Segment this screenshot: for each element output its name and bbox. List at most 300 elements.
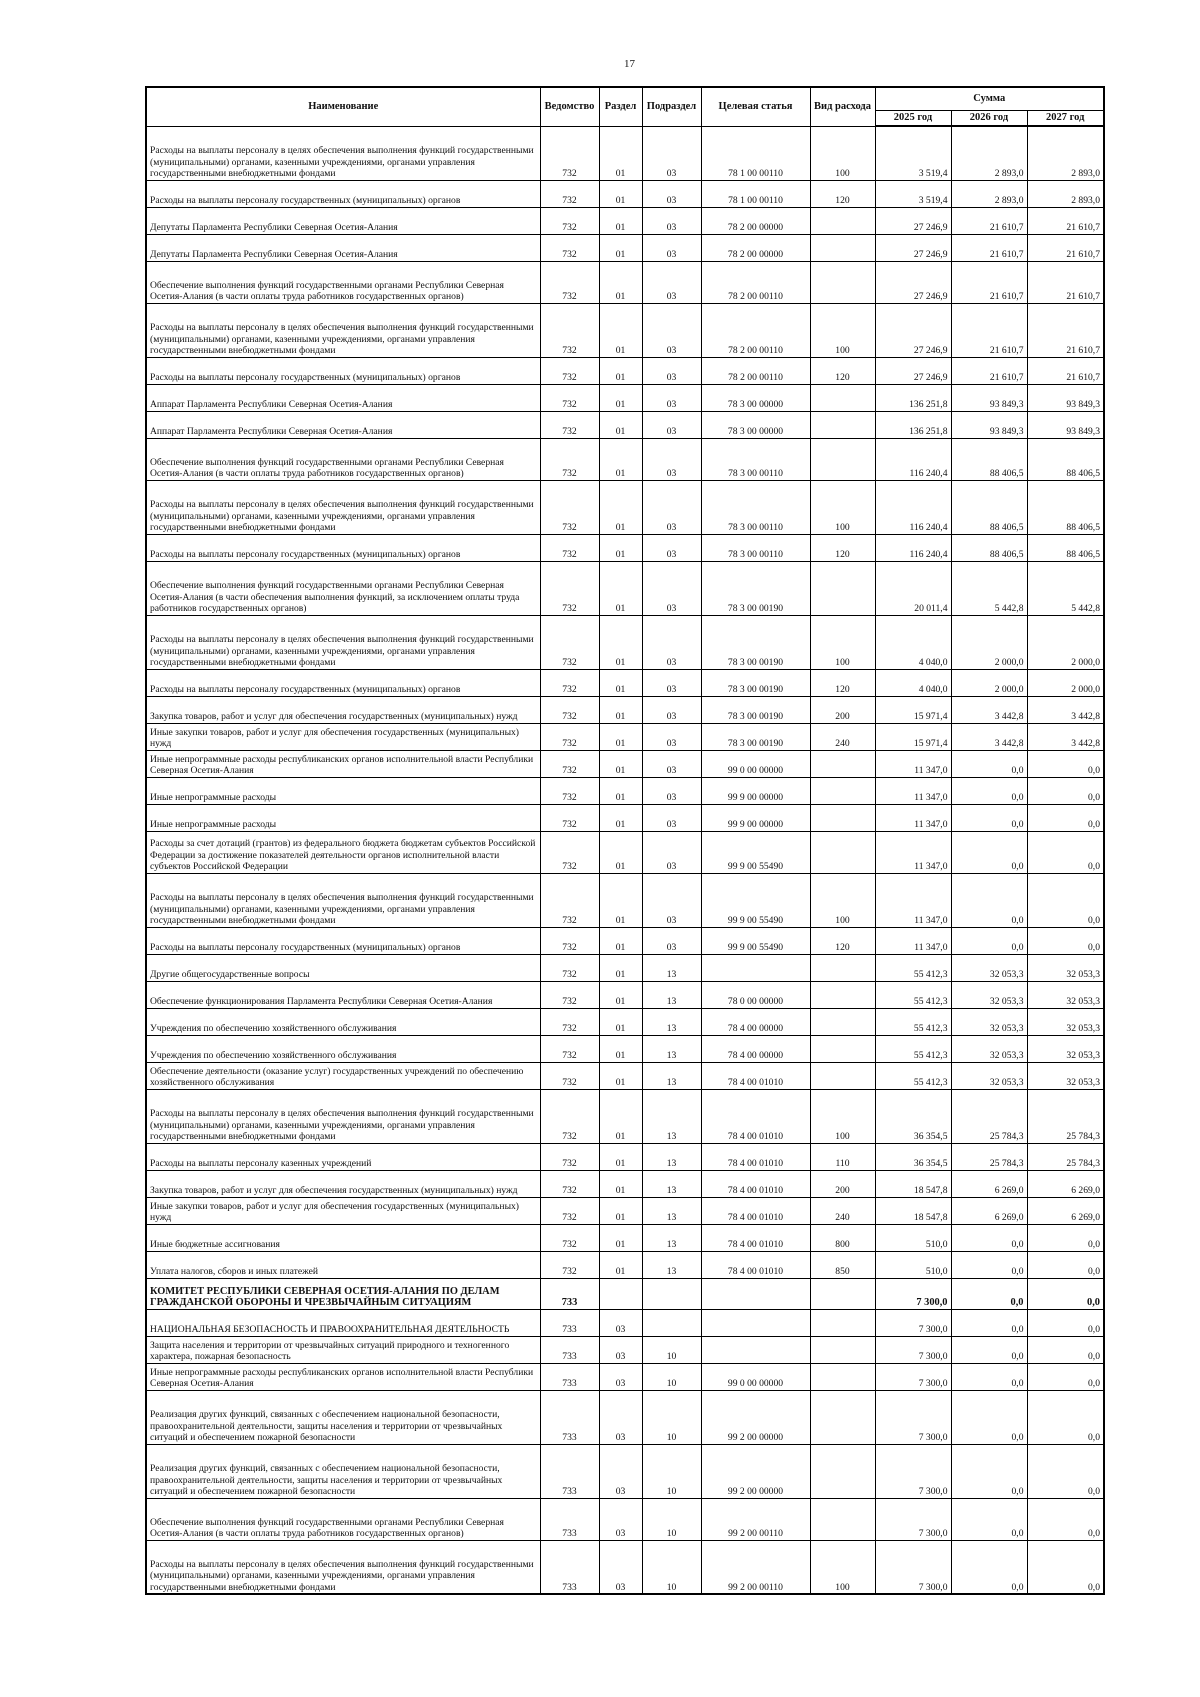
row-name: НАЦИОНАЛЬНАЯ БЕЗОПАСНОСТЬ И ПРАВООХРАНИТЕЛЬНАЯ ДЕЯТЕЛЬНОСТЬ bbox=[146, 1309, 540, 1336]
row-subsection: 13 bbox=[642, 1197, 701, 1224]
row-type: 120 bbox=[810, 534, 875, 561]
row-sum-2025: 7 300,0 bbox=[875, 1540, 951, 1594]
row-section: 01 bbox=[599, 669, 642, 696]
row-dept: 733 bbox=[540, 1336, 599, 1363]
row-sum-2025: 55 412,3 bbox=[875, 954, 951, 981]
table-row bbox=[146, 357, 1104, 384]
row-sum-2025: 136 251,8 bbox=[875, 384, 951, 411]
row-subsection: 13 bbox=[642, 1062, 701, 1089]
table-row bbox=[146, 261, 1104, 303]
row-sum-2025: 7 300,0 bbox=[875, 1444, 951, 1498]
row-target: 78 2 00 00110 bbox=[701, 261, 810, 303]
row-sum-2026: 0,0 bbox=[951, 1540, 1027, 1594]
row-name: Иные закупки товаров, работ и услуг для обеспечения государственных (муниципальных) нужд bbox=[146, 1197, 540, 1224]
row-subsection: 03 bbox=[642, 927, 701, 954]
row-sum-2027: 0,0 bbox=[1027, 1444, 1104, 1498]
row-sum-2027: 0,0 bbox=[1027, 1498, 1104, 1540]
table-row bbox=[146, 126, 1104, 180]
row-target: 78 4 00 01010 bbox=[701, 1143, 810, 1170]
table-row bbox=[146, 669, 1104, 696]
row-type bbox=[810, 750, 875, 777]
row-section: 03 bbox=[599, 1336, 642, 1363]
row-sum-2027: 0,0 bbox=[1027, 1363, 1104, 1390]
row-name: Расходы на выплаты персоналу в целях обеспечения выполнения функций государственными (муниципальными) органами, казенными учреждениями, органами управления государственными внебюджетными фондами bbox=[146, 480, 540, 534]
row-section: 03 bbox=[599, 1444, 642, 1498]
row-section: 01 bbox=[599, 981, 642, 1008]
row-subsection: 13 bbox=[642, 1170, 701, 1197]
row-sum-2027: 88 406,5 bbox=[1027, 438, 1104, 480]
row-sum-2027: 2 000,0 bbox=[1027, 615, 1104, 669]
row-sum-2026: 0,0 bbox=[951, 831, 1027, 873]
row-dept: 732 bbox=[540, 1197, 599, 1224]
header-target: Целевая статья bbox=[701, 87, 810, 126]
row-target: 99 2 00 00000 bbox=[701, 1390, 810, 1444]
row-target: 78 3 00 00000 bbox=[701, 411, 810, 438]
row-name: Депутаты Парламента Республики Северная Осетия-Алания bbox=[146, 207, 540, 234]
table-row bbox=[146, 180, 1104, 207]
row-subsection: 13 bbox=[642, 954, 701, 981]
row-type bbox=[810, 1444, 875, 1498]
table-row bbox=[146, 1390, 1104, 1444]
row-name: Расходы на выплаты персоналу в целях обеспечения выполнения функций государственными (муниципальными) органами, казенными учреждениями, органами управления государственными внебюджетными фондами bbox=[146, 126, 540, 180]
row-name: Расходы на выплаты персоналу в целях обеспечения выполнения функций государственными (муниципальными) органами, казенными учреждениями, органами управления государственными внебюджетными фондами bbox=[146, 873, 540, 927]
row-name: Иные бюджетные ассигнования bbox=[146, 1224, 540, 1251]
row-target: 78 4 00 01010 bbox=[701, 1224, 810, 1251]
row-target: 78 2 00 00110 bbox=[701, 303, 810, 357]
row-sum-2026: 21 610,7 bbox=[951, 303, 1027, 357]
row-sum-2026: 88 406,5 bbox=[951, 534, 1027, 561]
row-sum-2026: 2 000,0 bbox=[951, 615, 1027, 669]
row-name: Обеспечение деятельности (оказание услуг) государственных учреждений по обеспечению хозяйственного обслуживания bbox=[146, 1062, 540, 1089]
row-target: 99 9 00 00000 bbox=[701, 777, 810, 804]
row-sum-2025: 7 300,0 bbox=[875, 1309, 951, 1336]
row-sum-2026: 6 269,0 bbox=[951, 1170, 1027, 1197]
row-sum-2027: 6 269,0 bbox=[1027, 1170, 1104, 1197]
table-row bbox=[146, 1143, 1104, 1170]
row-name: Учреждения по обеспечению хозяйственного обслуживания bbox=[146, 1035, 540, 1062]
row-subsection: 03 bbox=[642, 750, 701, 777]
row-section: 01 bbox=[599, 723, 642, 750]
row-sum-2026: 6 269,0 bbox=[951, 1197, 1027, 1224]
row-type: 850 bbox=[810, 1251, 875, 1278]
row-sum-2027: 2 893,0 bbox=[1027, 126, 1104, 180]
row-sum-2025: 55 412,3 bbox=[875, 981, 951, 1008]
row-dept: 732 bbox=[540, 126, 599, 180]
table-row bbox=[146, 981, 1104, 1008]
row-sum-2026: 0,0 bbox=[951, 1498, 1027, 1540]
row-target: 78 3 00 00190 bbox=[701, 696, 810, 723]
row-dept: 733 bbox=[540, 1363, 599, 1390]
row-sum-2027: 3 442,8 bbox=[1027, 696, 1104, 723]
row-sum-2025: 116 240,4 bbox=[875, 438, 951, 480]
row-dept: 732 bbox=[540, 207, 599, 234]
row-sum-2027: 25 784,3 bbox=[1027, 1089, 1104, 1143]
row-subsection: 03 bbox=[642, 873, 701, 927]
row-target: 78 3 00 00110 bbox=[701, 534, 810, 561]
row-dept: 732 bbox=[540, 750, 599, 777]
row-target bbox=[701, 954, 810, 981]
table-row bbox=[146, 1251, 1104, 1278]
row-section: 01 bbox=[599, 411, 642, 438]
row-dept: 732 bbox=[540, 534, 599, 561]
row-sum-2025: 27 246,9 bbox=[875, 357, 951, 384]
row-section: 03 bbox=[599, 1309, 642, 1336]
row-dept: 732 bbox=[540, 261, 599, 303]
row-subsection: 03 bbox=[642, 126, 701, 180]
row-sum-2025: 510,0 bbox=[875, 1224, 951, 1251]
table-row bbox=[146, 1170, 1104, 1197]
row-sum-2026: 88 406,5 bbox=[951, 480, 1027, 534]
row-section: 01 bbox=[599, 1224, 642, 1251]
row-sum-2025: 3 519,4 bbox=[875, 180, 951, 207]
row-type bbox=[810, 1498, 875, 1540]
row-name: Закупка товаров, работ и услуг для обеспечения государственных (муниципальных) нужд bbox=[146, 1170, 540, 1197]
table-row bbox=[146, 303, 1104, 357]
row-target: 99 2 00 00110 bbox=[701, 1498, 810, 1540]
row-section: 01 bbox=[599, 207, 642, 234]
row-sum-2026: 0,0 bbox=[951, 1278, 1027, 1309]
row-sum-2027: 6 269,0 bbox=[1027, 1197, 1104, 1224]
row-sum-2025: 36 354,5 bbox=[875, 1143, 951, 1170]
row-section: 01 bbox=[599, 615, 642, 669]
row-name: КОМИТЕТ РЕСПУБЛИКИ СЕВЕРНАЯ ОСЕТИЯ-АЛАНИЯ ПО ДЕЛАМ ГРАЖДАНСКОЙ ОБОРОНЫ И ЧРЕЗВЫЧАЙНЫМ СИТУАЦИЯМ bbox=[146, 1278, 540, 1309]
row-section: 01 bbox=[599, 777, 642, 804]
row-type bbox=[810, 1390, 875, 1444]
row-sum-2026: 88 406,5 bbox=[951, 438, 1027, 480]
row-name: Реализация других функций, связанных с обеспечением национальной безопасности, правоохранительной деятельности, защиты населения и территории от чрезвычайных ситуаций и обеспечением пожарной безопасности bbox=[146, 1390, 540, 1444]
row-name: Расходы на выплаты персоналу казенных учреждений bbox=[146, 1143, 540, 1170]
row-sum-2027: 32 053,3 bbox=[1027, 1062, 1104, 1089]
table-row bbox=[146, 384, 1104, 411]
row-sum-2026: 32 053,3 bbox=[951, 1008, 1027, 1035]
row-dept: 733 bbox=[540, 1390, 599, 1444]
row-type: 100 bbox=[810, 303, 875, 357]
row-sum-2026: 2 893,0 bbox=[951, 180, 1027, 207]
row-sum-2025: 4 040,0 bbox=[875, 669, 951, 696]
row-type: 200 bbox=[810, 1170, 875, 1197]
row-sum-2027: 0,0 bbox=[1027, 1336, 1104, 1363]
row-subsection: 10 bbox=[642, 1363, 701, 1390]
row-section: 01 bbox=[599, 534, 642, 561]
row-dept: 732 bbox=[540, 411, 599, 438]
row-dept: 732 bbox=[540, 438, 599, 480]
table-header bbox=[146, 87, 1104, 126]
row-sum-2025: 11 347,0 bbox=[875, 777, 951, 804]
row-dept: 732 bbox=[540, 1224, 599, 1251]
table-row bbox=[146, 1498, 1104, 1540]
row-subsection: 03 bbox=[642, 180, 701, 207]
row-subsection: 03 bbox=[642, 723, 701, 750]
header-2025: 2025 год bbox=[875, 111, 951, 127]
row-sum-2026: 3 442,8 bbox=[951, 696, 1027, 723]
row-sum-2027: 0,0 bbox=[1027, 1278, 1104, 1309]
row-target: 78 4 00 01010 bbox=[701, 1251, 810, 1278]
row-dept: 732 bbox=[540, 981, 599, 1008]
row-type bbox=[810, 831, 875, 873]
row-type: 120 bbox=[810, 357, 875, 384]
row-type bbox=[810, 1035, 875, 1062]
row-sum-2025: 7 300,0 bbox=[875, 1363, 951, 1390]
row-name: Расходы на выплаты персоналу государственных (муниципальных) органов bbox=[146, 180, 540, 207]
row-sum-2025: 55 412,3 bbox=[875, 1008, 951, 1035]
row-target: 78 2 00 00000 bbox=[701, 207, 810, 234]
row-dept: 732 bbox=[540, 696, 599, 723]
row-section: 01 bbox=[599, 1035, 642, 1062]
row-sum-2027: 32 053,3 bbox=[1027, 981, 1104, 1008]
row-dept: 732 bbox=[540, 777, 599, 804]
row-sum-2026: 32 053,3 bbox=[951, 954, 1027, 981]
row-subsection: 13 bbox=[642, 1143, 701, 1170]
row-dept: 732 bbox=[540, 480, 599, 534]
table-row bbox=[146, 696, 1104, 723]
row-target: 99 2 00 00110 bbox=[701, 1540, 810, 1594]
row-subsection: 03 bbox=[642, 615, 701, 669]
row-target: 78 4 00 00000 bbox=[701, 1008, 810, 1035]
row-section: 03 bbox=[599, 1498, 642, 1540]
row-section: 01 bbox=[599, 873, 642, 927]
table-row bbox=[146, 234, 1104, 261]
row-sum-2026: 21 610,7 bbox=[951, 207, 1027, 234]
row-dept: 732 bbox=[540, 615, 599, 669]
row-dept: 732 bbox=[540, 303, 599, 357]
row-section: 01 bbox=[599, 1008, 642, 1035]
table-row bbox=[146, 561, 1104, 615]
row-dept: 732 bbox=[540, 927, 599, 954]
row-sum-2025: 11 347,0 bbox=[875, 750, 951, 777]
row-target: 99 9 00 55490 bbox=[701, 927, 810, 954]
budget-table bbox=[145, 86, 1105, 1595]
row-sum-2026: 0,0 bbox=[951, 927, 1027, 954]
row-dept: 733 bbox=[540, 1278, 599, 1309]
table-row bbox=[146, 723, 1104, 750]
row-name: Иные непрограммные расходы республиканских органов исполнительной власти Республики Северная Осетия-Алания bbox=[146, 750, 540, 777]
row-name: Расходы на выплаты персоналу в целях обеспечения выполнения функций государственными (муниципальными) органами, казенными учреждениями, органами управления государственными внебюджетными фондами bbox=[146, 1089, 540, 1143]
row-sum-2027: 2 893,0 bbox=[1027, 180, 1104, 207]
row-sum-2027: 3 442,8 bbox=[1027, 723, 1104, 750]
row-dept: 732 bbox=[540, 873, 599, 927]
row-section: 01 bbox=[599, 1170, 642, 1197]
row-section: 01 bbox=[599, 927, 642, 954]
row-type: 110 bbox=[810, 1143, 875, 1170]
row-subsection: 13 bbox=[642, 1089, 701, 1143]
row-subsection: 03 bbox=[642, 384, 701, 411]
row-type: 100 bbox=[810, 615, 875, 669]
row-subsection bbox=[642, 1309, 701, 1336]
table-body bbox=[146, 126, 1104, 1594]
row-sum-2025: 18 547,8 bbox=[875, 1170, 951, 1197]
row-target bbox=[701, 1336, 810, 1363]
row-sum-2026: 0,0 bbox=[951, 1390, 1027, 1444]
row-subsection: 03 bbox=[642, 804, 701, 831]
row-target: 99 0 00 00000 bbox=[701, 1363, 810, 1390]
row-sum-2025: 7 300,0 bbox=[875, 1390, 951, 1444]
row-name: Депутаты Парламента Республики Северная Осетия-Алания bbox=[146, 234, 540, 261]
row-section: 01 bbox=[599, 1062, 642, 1089]
row-sum-2025: 136 251,8 bbox=[875, 411, 951, 438]
row-section: 01 bbox=[599, 303, 642, 357]
row-name: Закупка товаров, работ и услуг для обеспечения государственных (муниципальных) нужд bbox=[146, 696, 540, 723]
table-row bbox=[146, 831, 1104, 873]
row-dept: 732 bbox=[540, 1062, 599, 1089]
row-subsection: 13 bbox=[642, 981, 701, 1008]
row-type bbox=[810, 1363, 875, 1390]
row-sum-2026: 0,0 bbox=[951, 873, 1027, 927]
row-sum-2026: 0,0 bbox=[951, 1444, 1027, 1498]
row-dept: 732 bbox=[540, 1035, 599, 1062]
row-section: 01 bbox=[599, 384, 642, 411]
row-target: 99 9 00 55490 bbox=[701, 831, 810, 873]
header-type: Вид расхода bbox=[810, 87, 875, 126]
row-subsection: 03 bbox=[642, 411, 701, 438]
row-sum-2026: 32 053,3 bbox=[951, 1035, 1027, 1062]
row-sum-2025: 55 412,3 bbox=[875, 1062, 951, 1089]
row-sum-2025: 3 519,4 bbox=[875, 126, 951, 180]
row-sum-2025: 11 347,0 bbox=[875, 927, 951, 954]
row-subsection: 10 bbox=[642, 1390, 701, 1444]
row-dept: 733 bbox=[540, 1444, 599, 1498]
row-dept: 733 bbox=[540, 1309, 599, 1336]
row-section: 01 bbox=[599, 804, 642, 831]
row-sum-2025: 20 011,4 bbox=[875, 561, 951, 615]
row-name: Обеспечение выполнения функций государственными органами Республики Северная Осетия-Алания (в части оплаты труда работников государственных органов) bbox=[146, 438, 540, 480]
row-subsection: 03 bbox=[642, 234, 701, 261]
row-sum-2027: 32 053,3 bbox=[1027, 954, 1104, 981]
row-section: 01 bbox=[599, 234, 642, 261]
row-sum-2026: 21 610,7 bbox=[951, 261, 1027, 303]
row-type bbox=[810, 1062, 875, 1089]
row-dept: 732 bbox=[540, 561, 599, 615]
row-name: Учреждения по обеспечению хозяйственного обслуживания bbox=[146, 1008, 540, 1035]
page-number: 17 bbox=[624, 58, 635, 70]
row-sum-2026: 25 784,3 bbox=[951, 1143, 1027, 1170]
table-row bbox=[146, 480, 1104, 534]
row-sum-2027: 93 849,3 bbox=[1027, 384, 1104, 411]
table-row bbox=[146, 1336, 1104, 1363]
row-subsection: 03 bbox=[642, 207, 701, 234]
row-target: 78 3 00 00190 bbox=[701, 615, 810, 669]
row-name: Расходы на выплаты персоналу государственных (муниципальных) органов bbox=[146, 927, 540, 954]
row-sum-2025: 11 347,0 bbox=[875, 831, 951, 873]
row-sum-2026: 0,0 bbox=[951, 1224, 1027, 1251]
row-type bbox=[810, 777, 875, 804]
row-sum-2025: 15 971,4 bbox=[875, 723, 951, 750]
table-row bbox=[146, 1309, 1104, 1336]
table-row bbox=[146, 1035, 1104, 1062]
table-row bbox=[146, 777, 1104, 804]
row-type: 100 bbox=[810, 873, 875, 927]
header-subsection: Подраздел bbox=[642, 87, 701, 126]
row-name: Аппарат Парламента Республики Северная Осетия-Алания bbox=[146, 411, 540, 438]
row-sum-2026: 25 784,3 bbox=[951, 1089, 1027, 1143]
row-sum-2026: 32 053,3 bbox=[951, 981, 1027, 1008]
row-section: 01 bbox=[599, 126, 642, 180]
row-target: 78 4 00 01010 bbox=[701, 1089, 810, 1143]
row-type bbox=[810, 234, 875, 261]
row-type: 200 bbox=[810, 696, 875, 723]
table-row bbox=[146, 207, 1104, 234]
row-target: 78 3 00 00190 bbox=[701, 723, 810, 750]
row-target: 78 2 00 00000 bbox=[701, 234, 810, 261]
table-row bbox=[146, 1089, 1104, 1143]
row-sum-2027: 21 610,7 bbox=[1027, 357, 1104, 384]
row-subsection: 03 bbox=[642, 696, 701, 723]
row-type bbox=[810, 207, 875, 234]
row-target: 78 2 00 00110 bbox=[701, 357, 810, 384]
row-type: 120 bbox=[810, 927, 875, 954]
row-target: 78 3 00 00190 bbox=[701, 669, 810, 696]
row-name: Иные непрограммные расходы республиканских органов исполнительной власти Республики Северная Осетия-Алания bbox=[146, 1363, 540, 1390]
row-sum-2025: 55 412,3 bbox=[875, 1035, 951, 1062]
row-sum-2027: 0,0 bbox=[1027, 927, 1104, 954]
table-row bbox=[146, 1008, 1104, 1035]
row-subsection: 10 bbox=[642, 1540, 701, 1594]
header-name: Наименование bbox=[146, 87, 540, 126]
row-dept: 732 bbox=[540, 954, 599, 981]
row-sum-2027: 0,0 bbox=[1027, 1390, 1104, 1444]
row-type bbox=[810, 981, 875, 1008]
row-sum-2025: 11 347,0 bbox=[875, 873, 951, 927]
row-section: 01 bbox=[599, 696, 642, 723]
row-sum-2027: 0,0 bbox=[1027, 831, 1104, 873]
row-subsection: 10 bbox=[642, 1336, 701, 1363]
row-name: Обеспечение выполнения функций государственными органами Республики Северная Осетия-Алания (в части оплаты труда работников государственных органов) bbox=[146, 261, 540, 303]
row-type bbox=[810, 1008, 875, 1035]
table-row bbox=[146, 1444, 1104, 1498]
row-name: Расходы на выплаты персоналу в целях обеспечения выполнения функций государственными (муниципальными) органами, казенными учреждениями, органами управления государственными внебюджетными фондами bbox=[146, 303, 540, 357]
row-sum-2026: 93 849,3 bbox=[951, 384, 1027, 411]
row-type bbox=[810, 261, 875, 303]
row-sum-2027: 21 610,7 bbox=[1027, 234, 1104, 261]
row-sum-2027: 0,0 bbox=[1027, 1309, 1104, 1336]
row-sum-2026: 0,0 bbox=[951, 1251, 1027, 1278]
table-row bbox=[146, 1540, 1104, 1594]
row-section: 01 bbox=[599, 357, 642, 384]
row-subsection: 13 bbox=[642, 1035, 701, 1062]
row-sum-2026: 21 610,7 bbox=[951, 234, 1027, 261]
row-name: Реализация других функций, связанных с обеспечением национальной безопасности, правоохранительной деятельности, защиты населения и территории от чрезвычайных ситуаций и обеспечением пожарной безопасности bbox=[146, 1444, 540, 1498]
row-section: 01 bbox=[599, 480, 642, 534]
row-section: 01 bbox=[599, 1197, 642, 1224]
row-subsection: 03 bbox=[642, 303, 701, 357]
row-sum-2025: 116 240,4 bbox=[875, 534, 951, 561]
row-name: Расходы на выплаты персоналу в целях обеспечения выполнения функций государственными (муниципальными) органами, казенными учреждениями, органами управления государственными внебюджетными фондами bbox=[146, 1540, 540, 1594]
row-type bbox=[810, 411, 875, 438]
row-sum-2025: 27 246,9 bbox=[875, 261, 951, 303]
row-sum-2027: 88 406,5 bbox=[1027, 480, 1104, 534]
row-sum-2026: 2 893,0 bbox=[951, 126, 1027, 180]
row-name: Аппарат Парламента Республики Северная Осетия-Алания bbox=[146, 384, 540, 411]
table-row bbox=[146, 954, 1104, 981]
row-sum-2026: 3 442,8 bbox=[951, 723, 1027, 750]
row-sum-2027: 0,0 bbox=[1027, 1251, 1104, 1278]
row-sum-2025: 15 971,4 bbox=[875, 696, 951, 723]
row-sum-2027: 0,0 bbox=[1027, 804, 1104, 831]
row-target: 99 0 00 00000 bbox=[701, 750, 810, 777]
row-sum-2026: 2 000,0 bbox=[951, 669, 1027, 696]
row-sum-2027: 0,0 bbox=[1027, 1540, 1104, 1594]
row-dept: 732 bbox=[540, 669, 599, 696]
row-sum-2027: 21 610,7 bbox=[1027, 207, 1104, 234]
row-name: Расходы на выплаты персоналу государственных (муниципальных) органов bbox=[146, 357, 540, 384]
row-dept: 732 bbox=[540, 831, 599, 873]
row-sum-2025: 7 300,0 bbox=[875, 1336, 951, 1363]
table-row bbox=[146, 1197, 1104, 1224]
row-sum-2026: 0,0 bbox=[951, 1363, 1027, 1390]
table-row bbox=[146, 873, 1104, 927]
row-section: 01 bbox=[599, 750, 642, 777]
row-section: 01 bbox=[599, 261, 642, 303]
row-section: 03 bbox=[599, 1390, 642, 1444]
